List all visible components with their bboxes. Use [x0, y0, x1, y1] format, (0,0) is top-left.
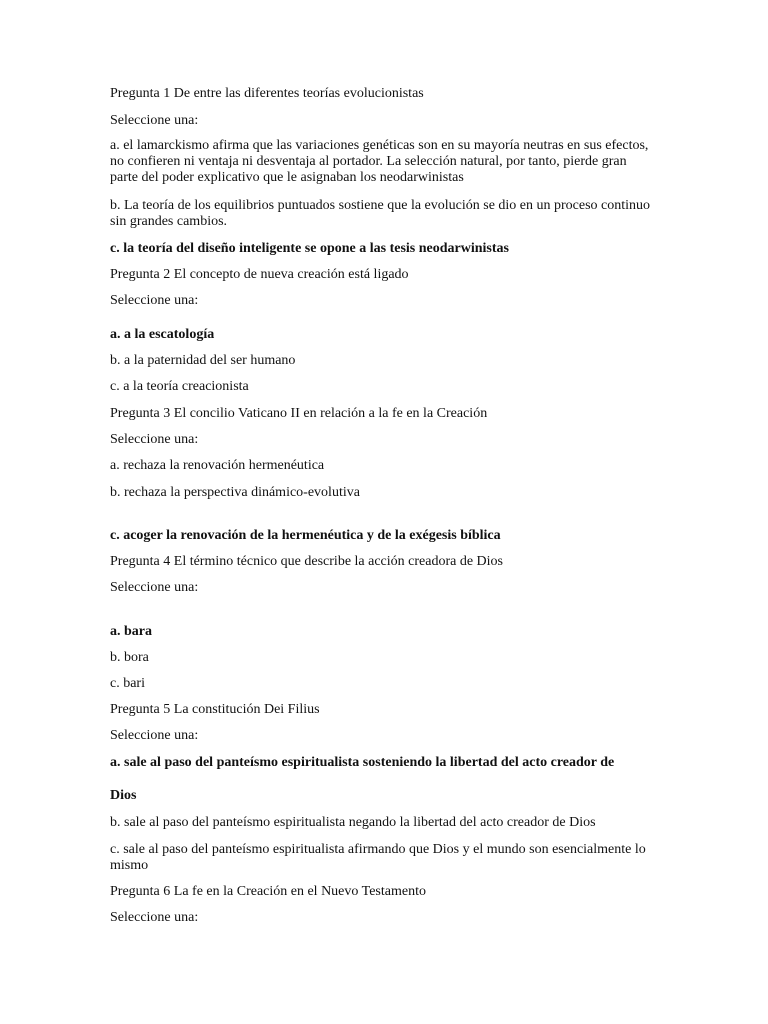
question-text: De entre las diferentes teorías evolucionistas — [173, 86, 424, 101]
question-2-title — [110, 267, 658, 283]
question-2-option-c: c. a la teoría creacionista — [110, 379, 249, 394]
question-3-option-c: c. acoger la renovación de la hermenéutica y de la exégesis bíblica — [110, 528, 501, 543]
question-text: El término técnico que describe la acción creadora de Dios — [173, 554, 504, 569]
question-number: 1 — [163, 86, 171, 101]
question-3-title — [110, 406, 658, 422]
question-4-option-a: a. bara — [110, 624, 152, 639]
question-1-prompt: Seleccione una: — [110, 113, 199, 128]
question-text: La fe en la Creación en el Nuevo Testamento — [173, 884, 426, 899]
question-3-option-b: b. rechaza la perspectiva dinámico-evolutiva — [110, 485, 360, 500]
question-3-prompt: Seleccione una: — [110, 432, 199, 447]
question-1-title — [110, 86, 658, 102]
question-2-prompt: Seleccione una: — [110, 293, 199, 308]
question-5-option-a: a. sale al paso del panteísmo espiritualista sosteniendo la libertad del acto creador de — [110, 755, 615, 770]
question-5-prompt: Seleccione una: — [110, 728, 199, 743]
question-2-option-b: b. a la paternidad del ser humano — [110, 353, 296, 368]
question-1-option-b: b. La teoría de los equilibrios puntuados sostiene que la evolución se dio en un proceso continuo sin grandes cambios. — [110, 198, 651, 229]
question-prefix: Pregunta — [110, 406, 160, 421]
question-1-option-a: a. el lamarckismo afirma que las variaciones genéticas son en su mayoría neutras en sus efectos, no confieren ni ventaja ni desventaja al portador. La selección natural, por tanto, pierde gran parte del poder explicativo que le asignaban los neodarwinistas — [110, 138, 649, 185]
question-5-option-c: c. sale al paso del panteísmo espiritualista afirmando que Dios y el mundo son esencialmente lo mismo — [110, 842, 646, 873]
question-2-option-a: a. a la escatología — [110, 327, 215, 342]
question-6-title — [110, 884, 658, 900]
question-text: El concepto de nueva creación está ligado — [173, 267, 409, 282]
question-prefix: Pregunta — [110, 884, 160, 899]
question-prefix: Pregunta — [110, 554, 160, 569]
question-prefix: Pregunta — [110, 86, 160, 101]
question-text: La constitución Dei Filius — [173, 702, 320, 717]
question-prefix: Pregunta — [110, 267, 160, 282]
question-number: 4 — [163, 554, 171, 569]
question-5-title — [110, 702, 658, 718]
question-5-option-b: b. sale al paso del panteísmo espiritualista negando la libertad del acto creador de Dios — [110, 815, 596, 830]
question-3-option-a: a. rechaza la renovación hermenéutica — [110, 458, 325, 473]
question-prefix: Pregunta — [110, 702, 160, 717]
question-number: 3 — [163, 406, 171, 421]
question-5-option-a-continued: Dios — [110, 788, 137, 803]
question-4-prompt: Seleccione una: — [110, 580, 199, 595]
question-number: 5 — [163, 702, 171, 717]
question-4-option-c: c. bari — [110, 676, 145, 691]
question-number: 2 — [163, 267, 171, 282]
question-text: El concilio Vaticano II en relación a la fe en la Creación — [173, 406, 488, 421]
question-4-option-b: b. bora — [110, 650, 149, 665]
question-4-title — [110, 554, 658, 570]
question-number: 6 — [163, 884, 171, 899]
question-6-prompt: Seleccione una: — [110, 910, 199, 925]
question-1-option-c: c. la teoría del diseño inteligente se opone a las tesis neodarwinistas — [110, 241, 509, 256]
